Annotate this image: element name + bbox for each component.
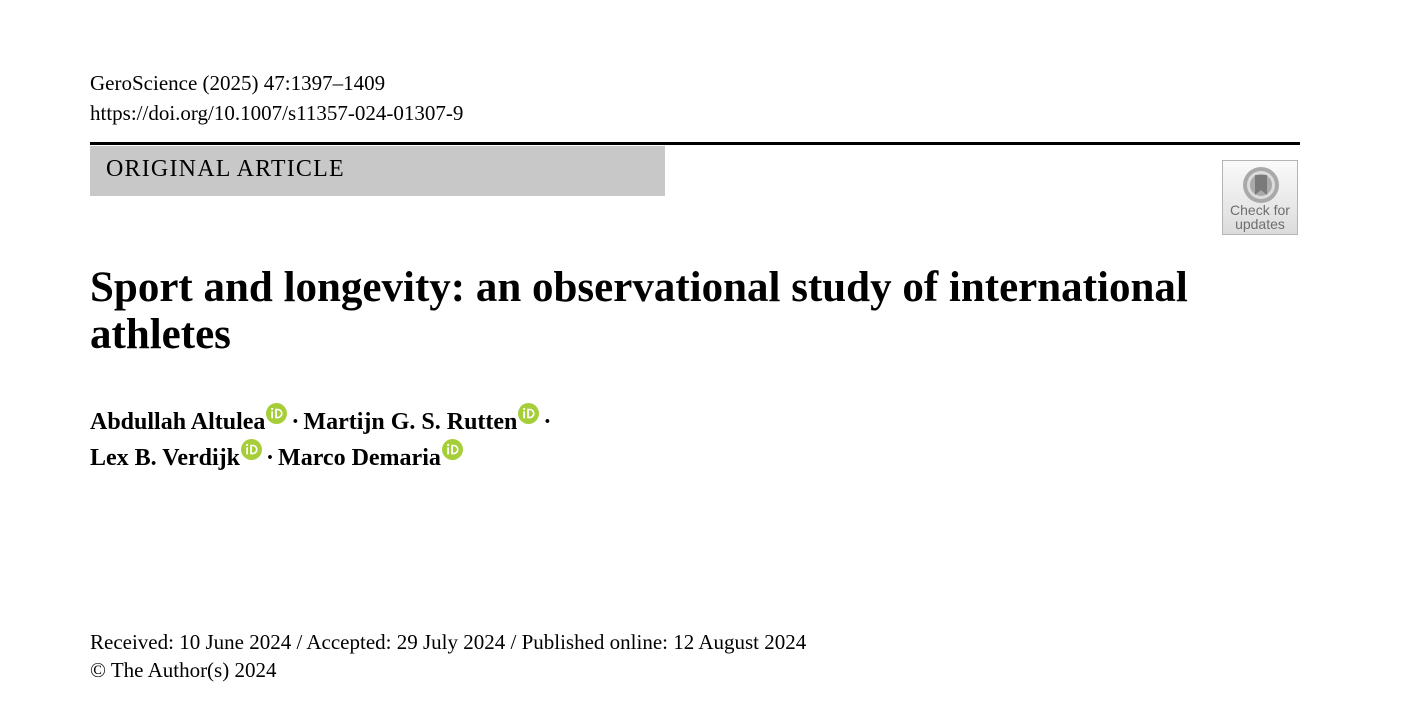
orcid-icon[interactable] <box>241 439 262 460</box>
author-name[interactable]: Lex B. Verdijk <box>90 445 241 471</box>
check-for-updates-button[interactable] <box>1222 160 1298 235</box>
author-separator: · <box>543 409 552 435</box>
article-type-label: ORIGINAL ARTICLE <box>106 156 345 182</box>
history-dates: Received: 10 June 2024 / Accepted: 29 July 2024 / Published online: 12 August 2024 <box>90 630 807 654</box>
orcid-icon[interactable] <box>442 439 463 460</box>
author-name[interactable]: Abdullah Altulea <box>90 409 266 435</box>
check-updates-label-line1: Check for <box>1230 202 1290 218</box>
article-type-banner <box>90 146 665 196</box>
author-separator: · <box>266 445 275 471</box>
paper-title: Sport and longevity: an observational study of international athletes <box>90 264 1188 358</box>
journal-meta <box>90 68 463 128</box>
publication-dates <box>90 628 806 684</box>
author-name[interactable]: Marco Demaria <box>278 445 441 471</box>
doi-link[interactable]: https://doi.org/10.1007/s11357-024-01307-9 <box>90 101 464 125</box>
orcid-icon[interactable] <box>518 403 539 424</box>
orcid-icon[interactable] <box>266 403 287 424</box>
author-line-1 <box>90 403 555 439</box>
check-updates-icon <box>1241 165 1281 205</box>
copyright-notice: © The Author(s) 2024 <box>90 658 277 682</box>
journal-citation: GeroScience (2025) 47:1397–1409 <box>90 71 386 95</box>
check-updates-label-line2: updates <box>1235 216 1285 232</box>
header-rule <box>90 142 1300 145</box>
author-name[interactable]: Martijn G. S. Rutten <box>303 409 518 435</box>
author-list <box>90 403 555 475</box>
author-separator: · <box>291 409 300 435</box>
author-line-2 <box>90 439 555 475</box>
